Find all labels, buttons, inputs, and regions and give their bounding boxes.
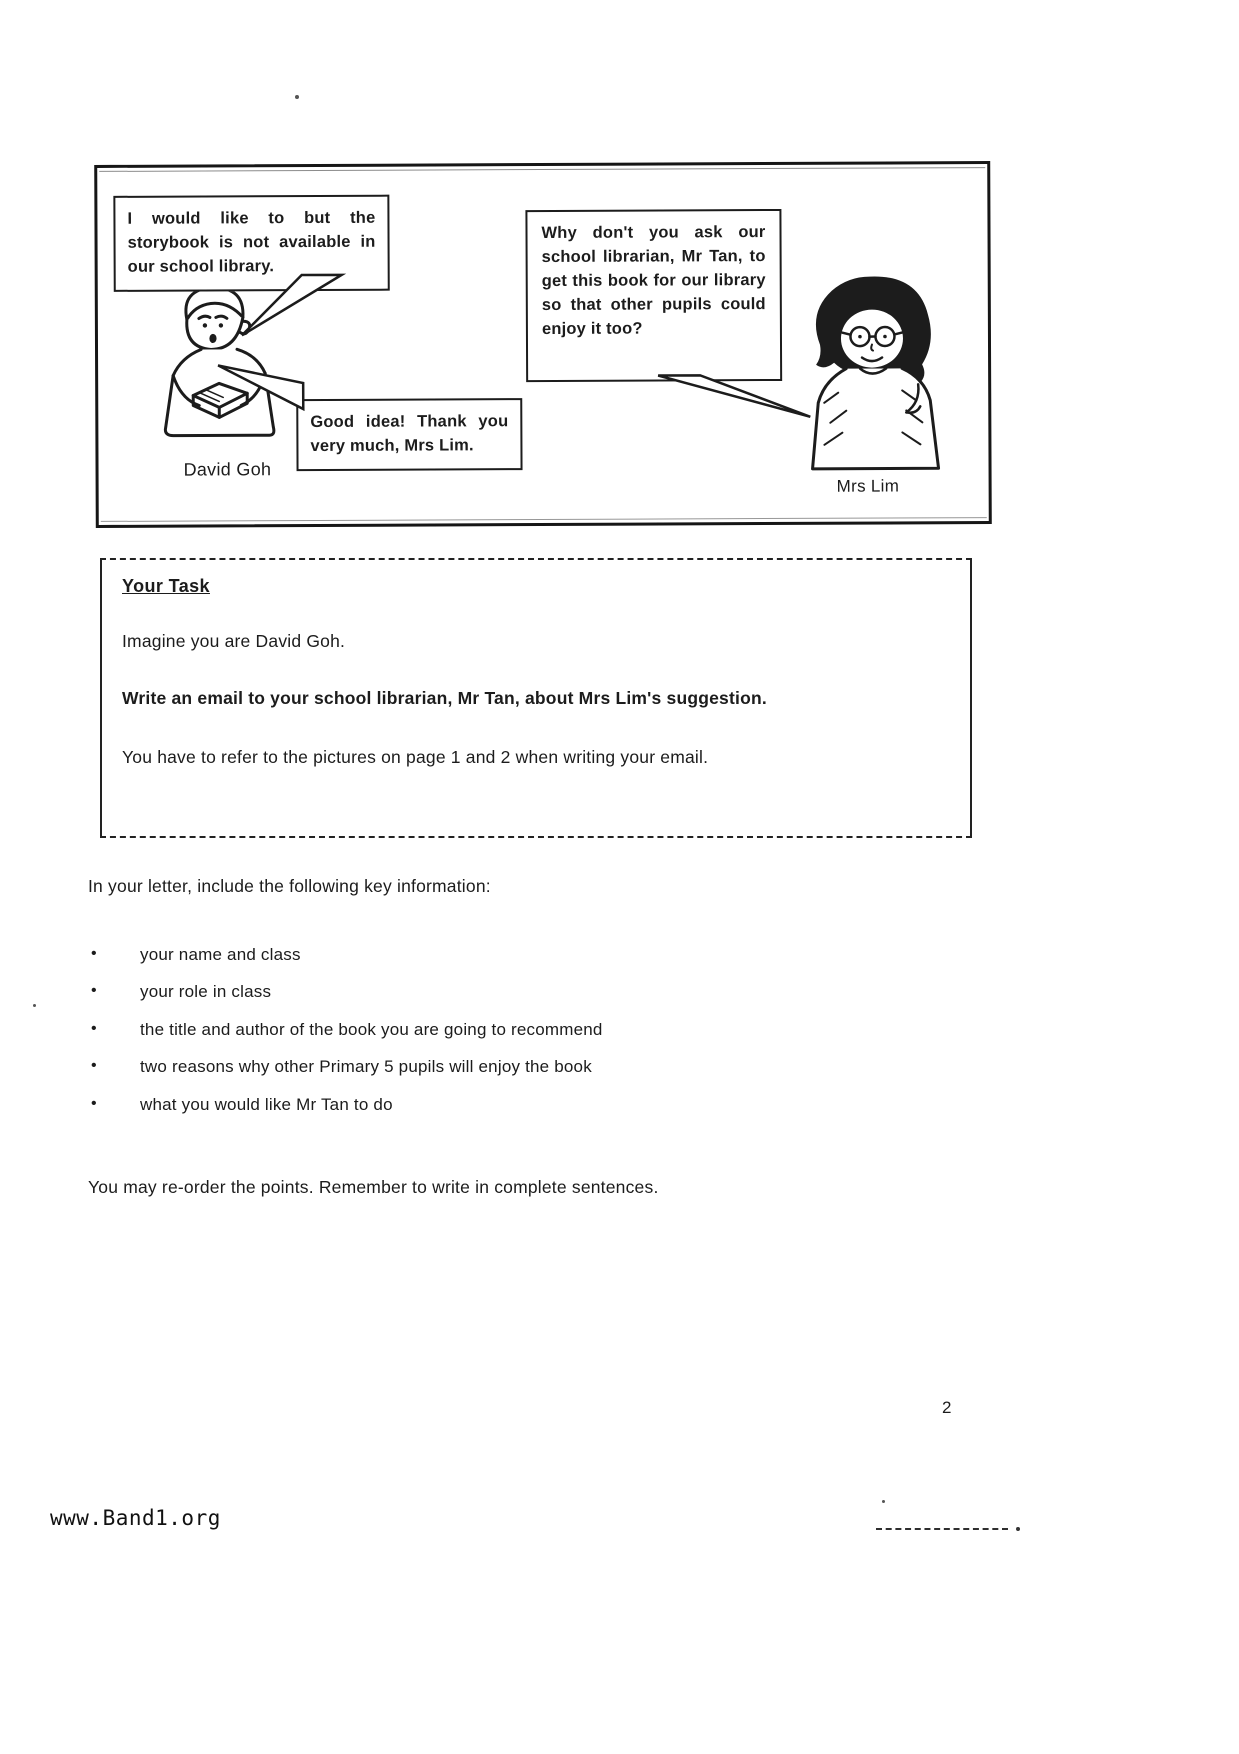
- speech-bubble-david-2-text: Good idea! Thank you very much, Mrs Lim.: [310, 412, 509, 455]
- key-points-list: [88, 945, 818, 1115]
- task-line-write-email: Write an email to your school librarian, Mr Tan, about Mrs Lim's suggestion.: [122, 688, 767, 708]
- key-point-mr-tan: • what you would like Mr Tan to do: [88, 1095, 818, 1115]
- speech-tail-david-1: [236, 273, 356, 338]
- key-point-title-author: • the title and author of the book you are going to recommend: [88, 1020, 818, 1040]
- instructions-section: [88, 876, 818, 1198]
- task-box: [100, 558, 972, 838]
- david-goh-label: David Goh: [183, 459, 272, 480]
- scan-speck: [295, 95, 299, 99]
- scan-speck: [882, 1500, 885, 1503]
- instructions-intro: In your letter, include the following key information:: [88, 876, 491, 896]
- task-line-imagine: Imagine you are David Goh.: [122, 631, 346, 651]
- key-point-name-class: • your name and class: [88, 945, 818, 965]
- mrs-lim-label: Mrs Lim: [836, 476, 900, 496]
- key-point-two-reasons: • two reasons why other Primary 5 pupils will enjoy the book: [88, 1057, 818, 1077]
- speech-bubble-mrs-lim: [525, 209, 782, 382]
- key-point-role: • your role in class: [88, 982, 818, 1002]
- speech-tail-mrs-lim: [654, 373, 814, 422]
- speech-bubble-mrs-lim-text: Why don't you ask our school librarian, Mr Tan, to get this book for our library so that other pupils could enjoy it too?: [541, 223, 766, 338]
- speech-tail-david-2: [216, 363, 306, 415]
- comic-panel: [94, 161, 992, 528]
- dash-end-dot: [1016, 1527, 1020, 1531]
- website-url: www.Band1.org: [50, 1506, 221, 1530]
- speech-bubble-david-1-text: I would like to but the storybook is not available in our school library.: [127, 208, 376, 276]
- task-line-refer-pictures: You have to refer to the pictures on page 1 and 2 when writing your email.: [122, 747, 709, 767]
- speech-bubble-david-2: [296, 398, 522, 471]
- dashed-line: [876, 1528, 1008, 1530]
- page-number: 2: [942, 1398, 952, 1417]
- task-heading: Your Task: [122, 576, 210, 596]
- instructions-note: You may re-order the points. Remember to write in complete sentences.: [88, 1176, 659, 1197]
- scan-speck: [33, 1004, 36, 1007]
